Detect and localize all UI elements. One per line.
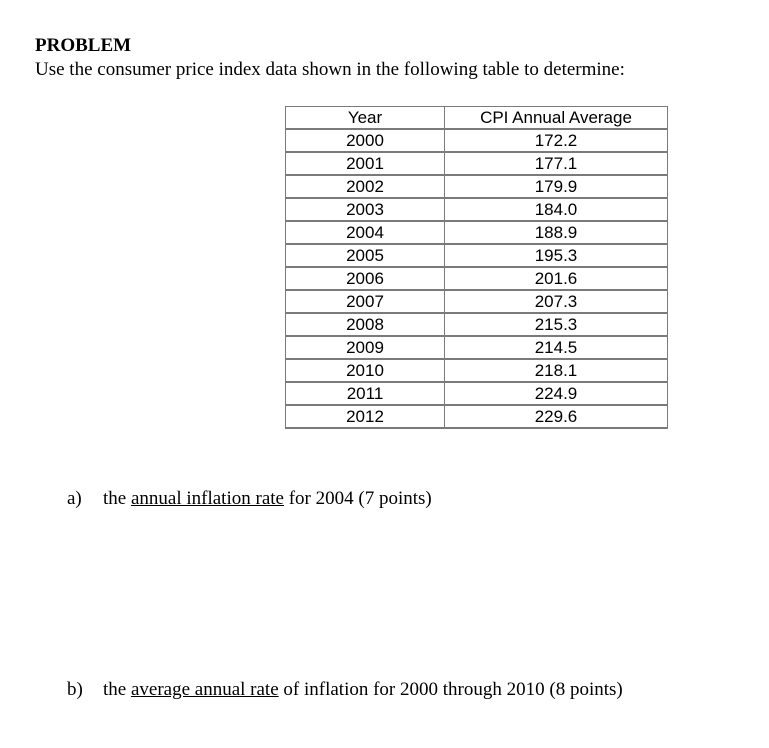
cpi-table bbox=[285, 106, 668, 429]
table-header-row bbox=[286, 107, 668, 130]
cpi-cell: 215.3 bbox=[445, 313, 668, 336]
table-row bbox=[286, 152, 668, 175]
table-row bbox=[286, 359, 668, 382]
cpi-cell: 177.1 bbox=[445, 152, 668, 175]
year-cell: 2009 bbox=[286, 336, 445, 359]
table-row bbox=[286, 198, 668, 221]
question-a-pre: the bbox=[103, 488, 131, 509]
question-b-pre: the bbox=[103, 679, 131, 700]
table-row bbox=[286, 129, 668, 152]
year-cell: 2011 bbox=[286, 382, 445, 405]
cpi-cell: 224.9 bbox=[445, 382, 668, 405]
table-row bbox=[286, 405, 668, 428]
table-row bbox=[286, 244, 668, 267]
question-a-label: a) bbox=[67, 488, 82, 509]
table-body bbox=[286, 129, 668, 428]
header-year: Year bbox=[286, 107, 445, 130]
question-a bbox=[67, 488, 432, 510]
table-row bbox=[286, 382, 668, 405]
cpi-cell: 172.2 bbox=[445, 129, 668, 152]
year-cell: 2001 bbox=[286, 152, 445, 175]
question-b-underlined: average annual rate bbox=[130, 679, 279, 700]
cpi-cell: 188.9 bbox=[445, 221, 668, 244]
cpi-cell: 214.5 bbox=[445, 336, 668, 359]
question-a-post: for 2004 (7 points) bbox=[283, 488, 432, 509]
year-cell: 2003 bbox=[286, 198, 445, 221]
year-cell: 2004 bbox=[286, 221, 445, 244]
question-b-post: of inflation for 2000 through 2010 (8 points) bbox=[278, 679, 623, 700]
question-b bbox=[67, 679, 623, 701]
cpi-cell: 229.6 bbox=[445, 405, 668, 428]
year-cell: 2008 bbox=[286, 313, 445, 336]
table-row bbox=[286, 313, 668, 336]
year-cell: 2012 bbox=[286, 405, 445, 428]
cpi-cell: 184.0 bbox=[445, 198, 668, 221]
cpi-cell: 218.1 bbox=[445, 359, 668, 382]
question-a-underlined: annual inflation rate bbox=[130, 488, 284, 509]
table-row bbox=[286, 290, 668, 313]
cpi-cell: 201.6 bbox=[445, 267, 668, 290]
problem-intro: Use the consumer price index data shown in the following table to determine: bbox=[35, 59, 625, 80]
question-b-label: b) bbox=[67, 679, 83, 700]
header-cpi: CPI Annual Average bbox=[445, 107, 668, 130]
cpi-cell: 179.9 bbox=[445, 175, 668, 198]
table-row bbox=[286, 267, 668, 290]
table-row bbox=[286, 221, 668, 244]
year-cell: 2007 bbox=[286, 290, 445, 313]
year-cell: 2002 bbox=[286, 175, 445, 198]
year-cell: 2006 bbox=[286, 267, 445, 290]
table-row bbox=[286, 336, 668, 359]
cpi-cell: 195.3 bbox=[445, 244, 668, 267]
year-cell: 2000 bbox=[286, 129, 445, 152]
cpi-cell: 207.3 bbox=[445, 290, 668, 313]
problem-heading: PROBLEM bbox=[35, 35, 132, 56]
year-cell: 2010 bbox=[286, 359, 445, 382]
table-row bbox=[286, 175, 668, 198]
year-cell: 2005 bbox=[286, 244, 445, 267]
